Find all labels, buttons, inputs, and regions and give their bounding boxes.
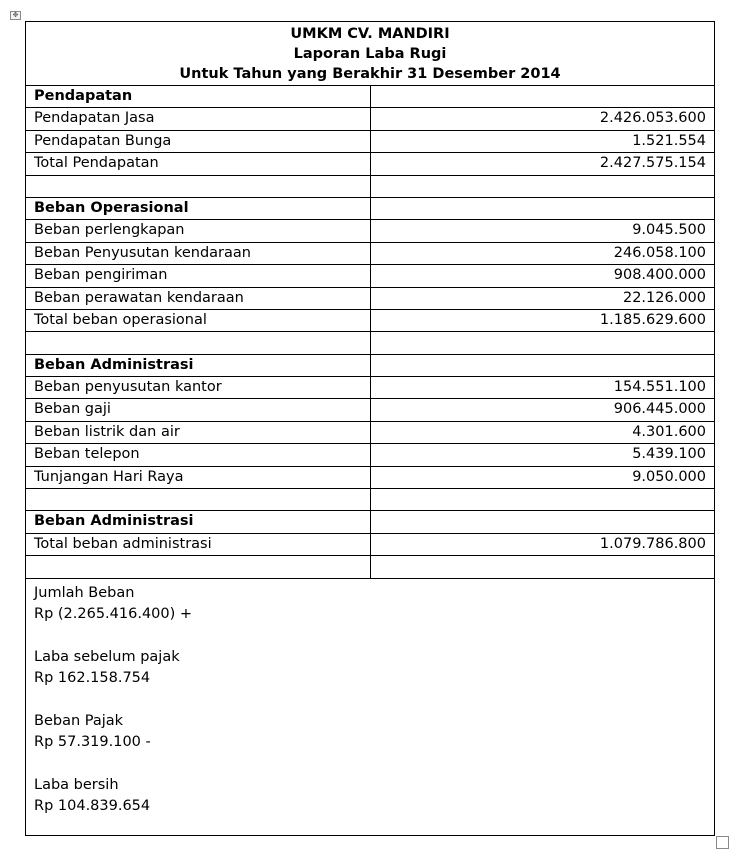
summary-spacer bbox=[34, 625, 706, 647]
row-label[interactable]: Beban listrik dan air bbox=[26, 422, 371, 443]
row-amount[interactable]: 154.551.100 bbox=[613, 379, 706, 396]
row-amount[interactable] bbox=[371, 489, 714, 510]
report-header bbox=[26, 22, 714, 86]
row-label[interactable]: Pendapatan Jasa bbox=[26, 108, 371, 129]
table-row bbox=[26, 444, 714, 466]
table-row bbox=[26, 220, 714, 242]
summary-label: Laba bersih bbox=[34, 776, 119, 793]
row-label[interactable]: Beban perawatan kendaraan bbox=[26, 288, 371, 309]
table-resize-handle[interactable] bbox=[716, 836, 729, 849]
summary-spacer bbox=[34, 753, 706, 775]
section-header-row bbox=[26, 355, 714, 377]
table-row bbox=[26, 243, 714, 265]
table-row bbox=[26, 467, 714, 489]
summary-label: Laba sebelum pajak bbox=[34, 648, 180, 665]
summary-section bbox=[26, 579, 714, 817]
report-period: Untuk Tahun yang Berakhir 31 Desember 2014 bbox=[179, 66, 561, 82]
table-row bbox=[26, 399, 714, 421]
table-row bbox=[26, 422, 714, 444]
report-title: Laporan Laba Rugi bbox=[293, 46, 447, 62]
row-label[interactable] bbox=[26, 556, 371, 577]
section-header-row bbox=[26, 198, 714, 220]
table-row bbox=[26, 556, 714, 578]
table-row bbox=[26, 288, 714, 310]
row-label[interactable] bbox=[26, 176, 371, 197]
summary-value: Rp 57.319.100 - bbox=[34, 733, 151, 750]
row-label[interactable]: Tunjangan Hari Raya bbox=[26, 467, 371, 488]
row-label[interactable]: Total Pendapatan bbox=[26, 153, 371, 174]
summary-value: Rp 162.158.754 bbox=[34, 669, 151, 686]
row-label[interactable]: Beban penyusutan kantor bbox=[26, 377, 371, 398]
table-row bbox=[26, 176, 714, 198]
summary-label: Beban Pajak bbox=[34, 712, 124, 729]
row-label[interactable]: Beban telepon bbox=[26, 444, 371, 465]
row-amount[interactable] bbox=[371, 556, 714, 577]
row-label[interactable] bbox=[26, 489, 371, 510]
table-row bbox=[26, 108, 714, 130]
company-name: UMKM CV. MANDIRI bbox=[290, 26, 450, 42]
row-amount[interactable]: 2.426.053.600 bbox=[599, 110, 706, 127]
table-row bbox=[26, 332, 714, 354]
row-amount[interactable]: 22.126.000 bbox=[622, 289, 706, 306]
table-row bbox=[26, 489, 714, 511]
income-statement-table bbox=[25, 21, 715, 836]
row-amount[interactable] bbox=[371, 176, 714, 197]
table-move-handle[interactable]: ✥ bbox=[10, 11, 21, 20]
row-amount[interactable]: 9.045.500 bbox=[632, 222, 706, 239]
row-amount[interactable]: 246.058.100 bbox=[613, 244, 706, 261]
row-label[interactable]: Beban Penyusutan kendaraan bbox=[26, 243, 371, 264]
row-amount[interactable]: 9.050.000 bbox=[632, 468, 706, 485]
row-amount[interactable]: 1.079.786.800 bbox=[599, 535, 706, 552]
table-row bbox=[26, 131, 714, 153]
summary-value: Rp (2.265.416.400) + bbox=[34, 605, 193, 622]
row-label[interactable] bbox=[26, 332, 371, 353]
table-row bbox=[26, 310, 714, 332]
row-amount[interactable]: 908.400.000 bbox=[613, 267, 706, 284]
row-amount[interactable] bbox=[371, 198, 714, 219]
row-amount[interactable] bbox=[371, 355, 714, 376]
row-label[interactable]: Pendapatan Bunga bbox=[26, 131, 371, 152]
row-amount[interactable]: 4.301.600 bbox=[632, 423, 706, 440]
summary-spacer bbox=[34, 689, 706, 711]
table-row bbox=[26, 377, 714, 399]
table-row bbox=[26, 265, 714, 287]
row-amount[interactable]: 1.185.629.600 bbox=[599, 311, 706, 328]
section-header-row bbox=[26, 511, 714, 533]
row-amount[interactable]: 5.439.100 bbox=[632, 446, 706, 463]
row-label[interactable]: Beban Administrasi bbox=[26, 511, 371, 532]
row-label[interactable]: Total beban operasional bbox=[26, 310, 371, 331]
row-amount[interactable] bbox=[371, 332, 714, 353]
row-amount[interactable] bbox=[371, 511, 714, 532]
row-label[interactable]: Beban Administrasi bbox=[26, 355, 371, 376]
row-label[interactable]: Total beban administrasi bbox=[26, 534, 371, 555]
summary-value: Rp 104.839.654 bbox=[34, 797, 151, 814]
row-amount[interactable]: 1.521.554 bbox=[632, 132, 706, 149]
table-row bbox=[26, 153, 714, 175]
row-label[interactable]: Beban pengiriman bbox=[26, 265, 371, 286]
section-header-row bbox=[26, 86, 714, 108]
row-label[interactable]: Beban perlengkapan bbox=[26, 220, 371, 241]
row-label[interactable]: Pendapatan bbox=[26, 86, 371, 107]
row-label[interactable]: Beban Operasional bbox=[26, 198, 371, 219]
row-amount[interactable]: 906.445.000 bbox=[613, 401, 706, 418]
summary-label: Jumlah Beban bbox=[34, 584, 135, 601]
row-amount[interactable] bbox=[371, 86, 714, 107]
row-label[interactable]: Beban gaji bbox=[26, 399, 371, 420]
row-amount[interactable]: 2.427.575.154 bbox=[599, 155, 706, 172]
table-row bbox=[26, 534, 714, 556]
statement-rows bbox=[26, 86, 714, 579]
